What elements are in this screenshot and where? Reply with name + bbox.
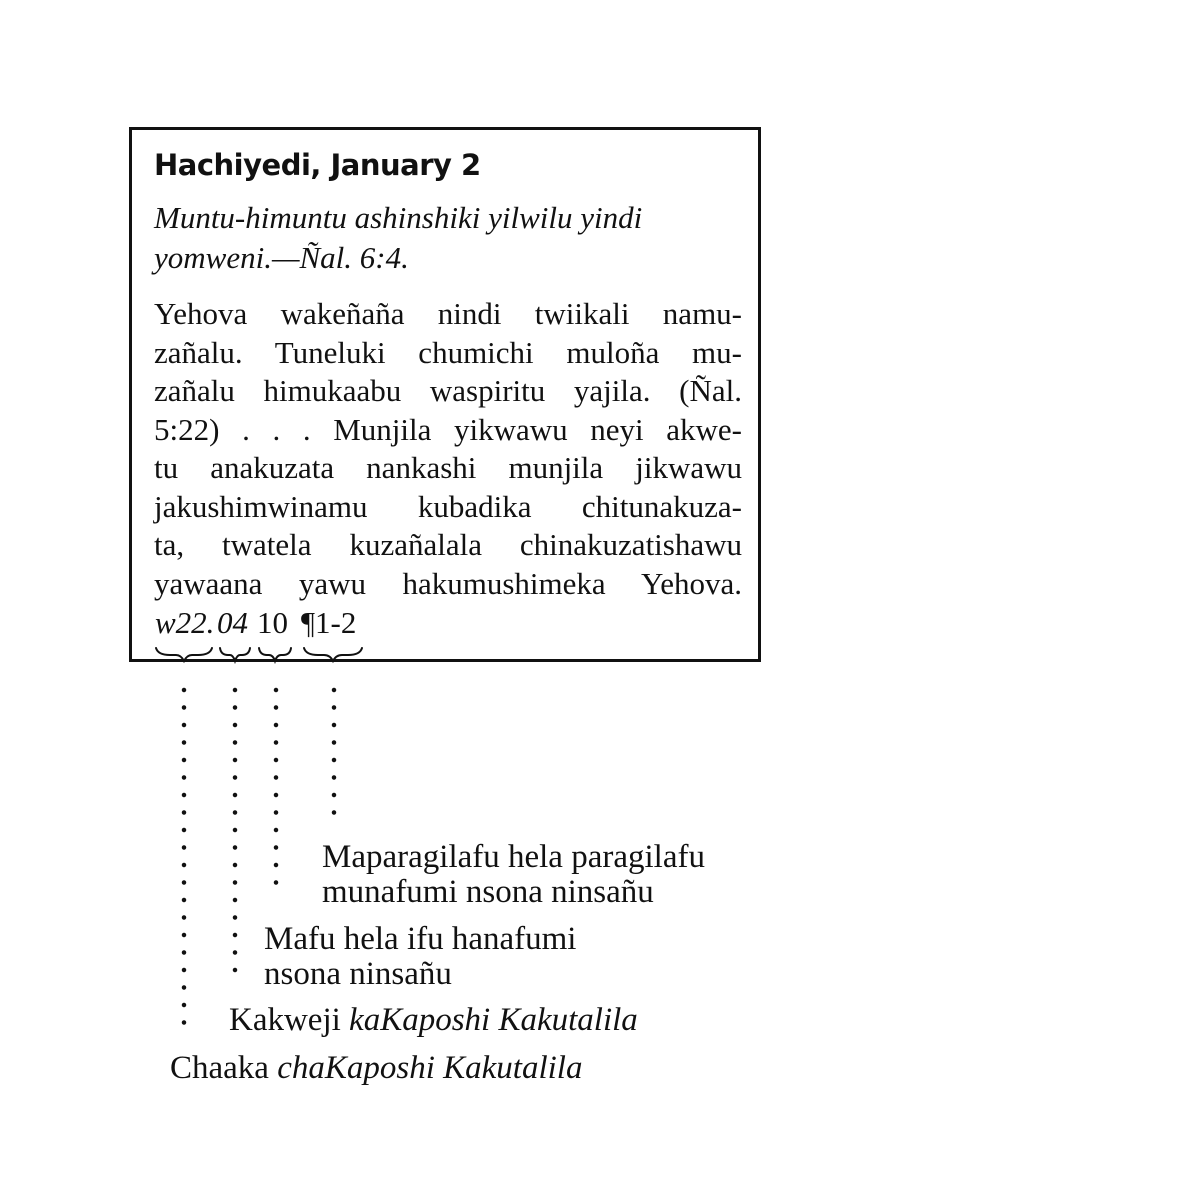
theme-verse-line-1: Muntu-himuntu ashinshiki yilwilu yindi: [154, 200, 643, 235]
brace-publication: [156, 648, 212, 661]
label-issue-italic: kaKaposhi Kakutalila: [349, 1002, 638, 1038]
body-line: jakushimwinamu kubadika chitunakuza-: [154, 488, 742, 524]
body-line: tu anakuzata nankashi munjila jikwawu: [154, 450, 742, 485]
brace-page: [259, 648, 291, 661]
daily-text-heading: Hachiyedi, January 2: [154, 148, 481, 182]
label-issue-plain: Kakweji: [229, 1002, 350, 1038]
body-line: ta, twatela kuzañalala chinakuzatishawu: [154, 527, 742, 562]
label-paragraphs: [322, 840, 705, 910]
label-paragraphs-line-2: munafumi nsona ninsañu: [322, 874, 654, 910]
brace-paragraphs: [304, 648, 362, 661]
reference-issue: 04: [217, 605, 248, 640]
label-issue: [229, 1003, 638, 1038]
theme-verse-line-2: yomweni.—Ñal. 6:4.: [154, 240, 409, 275]
brace-issue: [220, 648, 250, 661]
reference-page: 10: [257, 605, 288, 640]
body-line: 5:22) . . . Munjila yikwawu neyi akwe-: [154, 411, 742, 447]
body-line: zañalu. Tuneluki chumichi muloña mu-: [154, 334, 742, 370]
label-year-italic: chaKaposhi Kakutalila: [277, 1050, 583, 1086]
reference-publication: w22.: [155, 605, 215, 640]
label-paragraphs-line-1: Maparagilafu hela paragilafu: [322, 839, 705, 875]
body-line: Yehova wakeñaña nindi twiikali namu-: [154, 296, 742, 331]
label-page: [264, 922, 576, 992]
label-page-line-2: nsona ninsañu: [264, 956, 452, 992]
label-year-plain: Chaaka: [170, 1050, 278, 1086]
label-year: [170, 1051, 582, 1086]
body-line: yawaana yawu hakumushimeka Yehova.: [154, 565, 742, 601]
body-line: zañalu himukaabu waspiritu yajila. (Ñal.: [154, 373, 742, 408]
reference-paragraphs: ¶1-2: [301, 605, 357, 640]
label-page-line-1: Mafu hela ifu hanafumi: [264, 921, 577, 957]
